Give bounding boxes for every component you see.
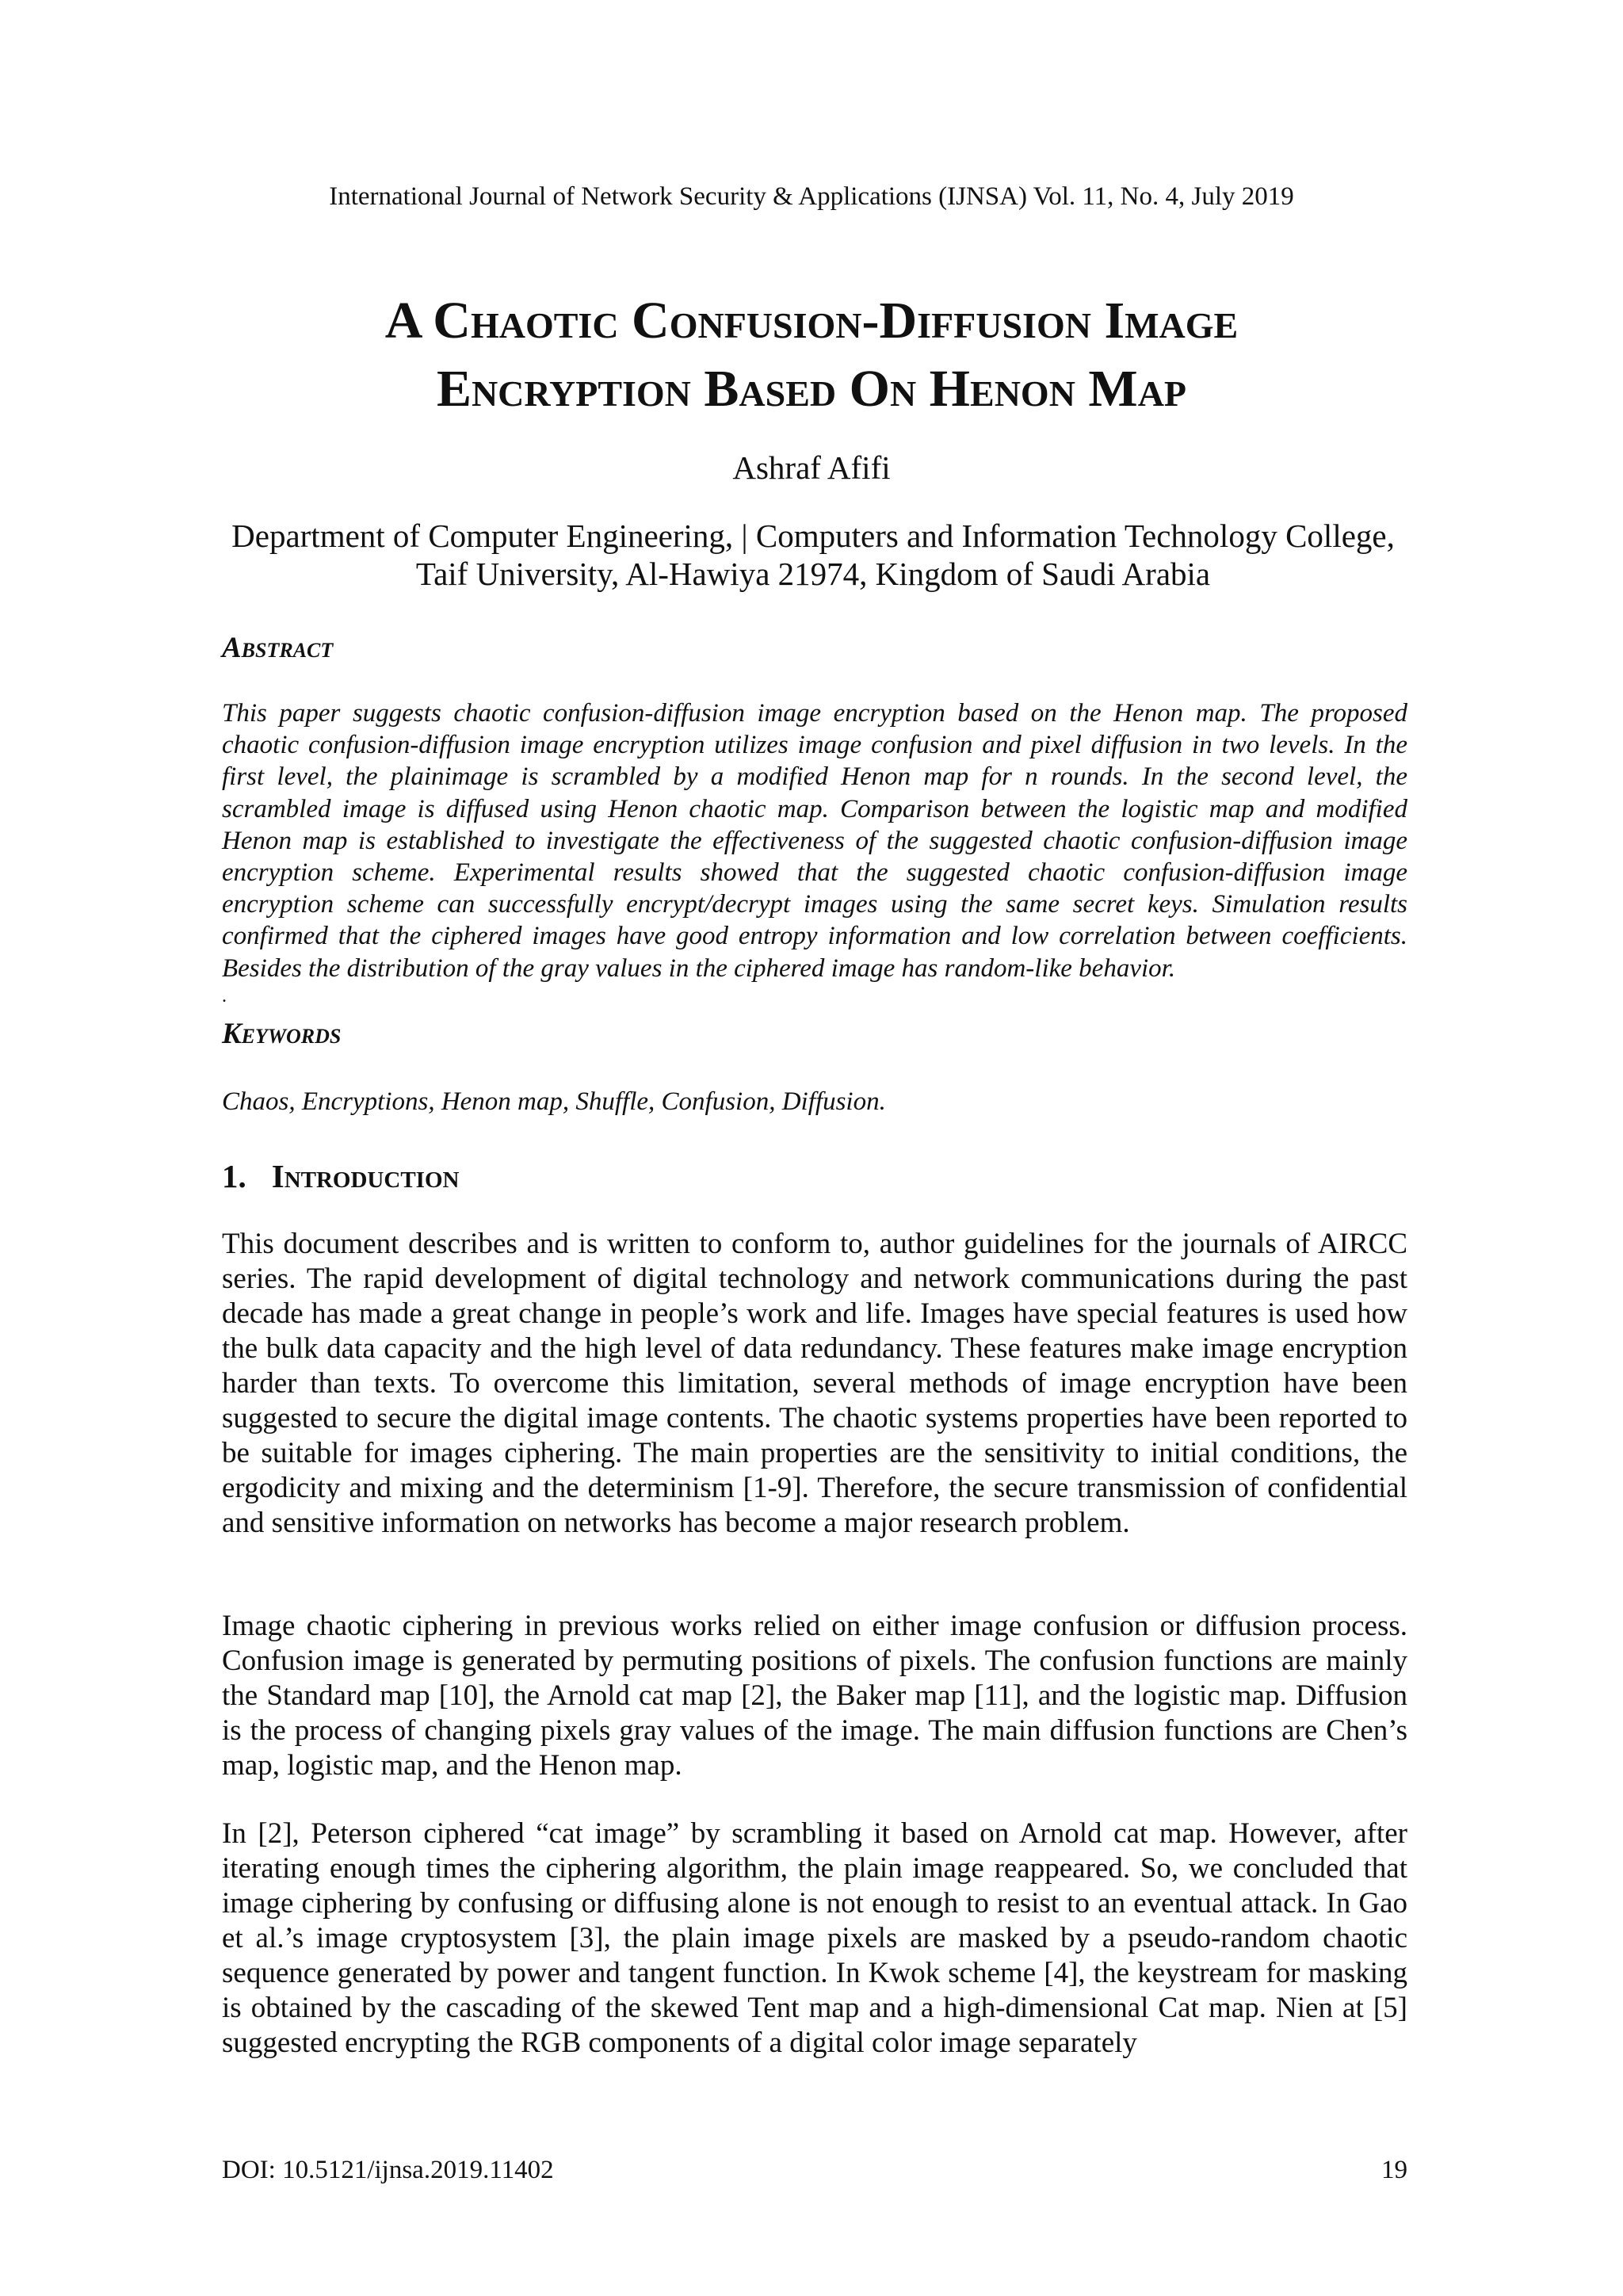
abstract-heading: Abstract — [222, 632, 334, 664]
keywords-text: Chaos, Encryptions, Henon map, Shuffle, Confusion, Diffusion. — [222, 1087, 886, 1116]
title-line-1: A Chaotic Confusion-Diffusion Image — [384, 292, 1239, 350]
section-number: 1. — [222, 1158, 246, 1194]
author-name: Ashraf Afifi — [732, 449, 891, 486]
section-title: Introduction — [271, 1158, 460, 1194]
intro-paragraph-2: Image chaotic ciphering in previous works relied on either image confusion or diffusion process. Confusion image is generated by permuting positions of pixels. The confusion functions are mainly the Standard map [10], the Arnold cat map [2], the Baker map [11], and the logistic map. Diffusion is the process of changing pixels gray values of the image. The main diffusion functions are Chen’s map, logistic map, and the Henon map. — [222, 1610, 1407, 1782]
author-affiliation — [220, 517, 1406, 593]
intro-paragraph-1: This document describes and is written to conform to, author guidelines for the journals of AIRCC series. The rapid development of digital technology and network communications during the past decade has made a great change in people’s work and life. Images have special features is used how the bulk data capacity and the high level of data redundancy. These features make image encryption harder than texts. To overcome this limitation, several methods of image encryption have been suggested to secure the digital image contents. The chaotic systems properties have been reported to be suitable for images ciphering. The main properties are the sensitivity to initial conditions, the ergodicity and mixing and the determinism [1-9]. Therefore, the secure transmission of confidential and sensitive information on networks has become a major research problem. — [222, 1228, 1407, 1539]
footer-page-number: 19 — [1381, 2156, 1407, 2184]
title-line-2: Encryption Based On Henon Map — [436, 360, 1187, 418]
intro-paragraph-3: In [2], Peterson ciphered “cat image” by scrambling it based on Arnold cat map. However, after iterating enough times the ciphering algorithm, the plain image reappeared. So, we concluded that image ciphering by confusing or diffusing alone is not enough to resist to an eventual attack. In Gao et al.’s image cryptosystem [3], the plain image pixels are masked by a pseudo-random chaotic sequence generated by power and tangent function. In Kwok scheme [4], the keystream for masking is obtained by the cascading of the skewed Tent map and a high-dimensional Cat map. Nien at [5] suggested encrypting the RGB components of a digital color image separately — [222, 1817, 1407, 2059]
affiliation-line-2: Taif University, Al-Hawiya 21974, Kingdom of Saudi Arabia — [415, 556, 1211, 592]
section-heading-introduction — [222, 1157, 459, 1195]
abstract-trailing-dot: . — [222, 986, 227, 1007]
affiliation-line-1: Department of Computer Engineering, | Computers and Information Technology College, — [231, 518, 1395, 554]
footer-doi: DOI: 10.5121/ijnsa.2019.11402 — [222, 2156, 554, 2184]
paper-title — [0, 287, 1623, 423]
running-head: International Journal of Network Security & Applications (IJNSA) Vol. 11, No. 4, July 2019 — [329, 182, 1294, 211]
keywords-heading: Keywords — [222, 1018, 342, 1050]
abstract-text: This paper suggests chaotic confusion-diffusion image encryption based on the Henon map. The proposed chaotic confusion-diffusion image encryption utilizes image confusion and pixel diffusion in two levels. In the first level, the plainimage is scrambled by a modified Henon map for n rounds. In the second level, the scrambled image is diffused using Henon chaotic map. Comparison between the logistic map and modified Henon map is established to investigate the effectiveness of the suggested chaotic confusion-diffusion image encryption scheme. Experimental results showed that the suggested chaotic confusion-diffusion image encryption scheme can successfully encrypt/decrypt images using the same secret keys. Simulation results confirmed that the ciphered images have good entropy information and low correlation between coefficients. Besides the distribution of the gray values in the ciphered image has random-like behavior. — [222, 699, 1407, 983]
